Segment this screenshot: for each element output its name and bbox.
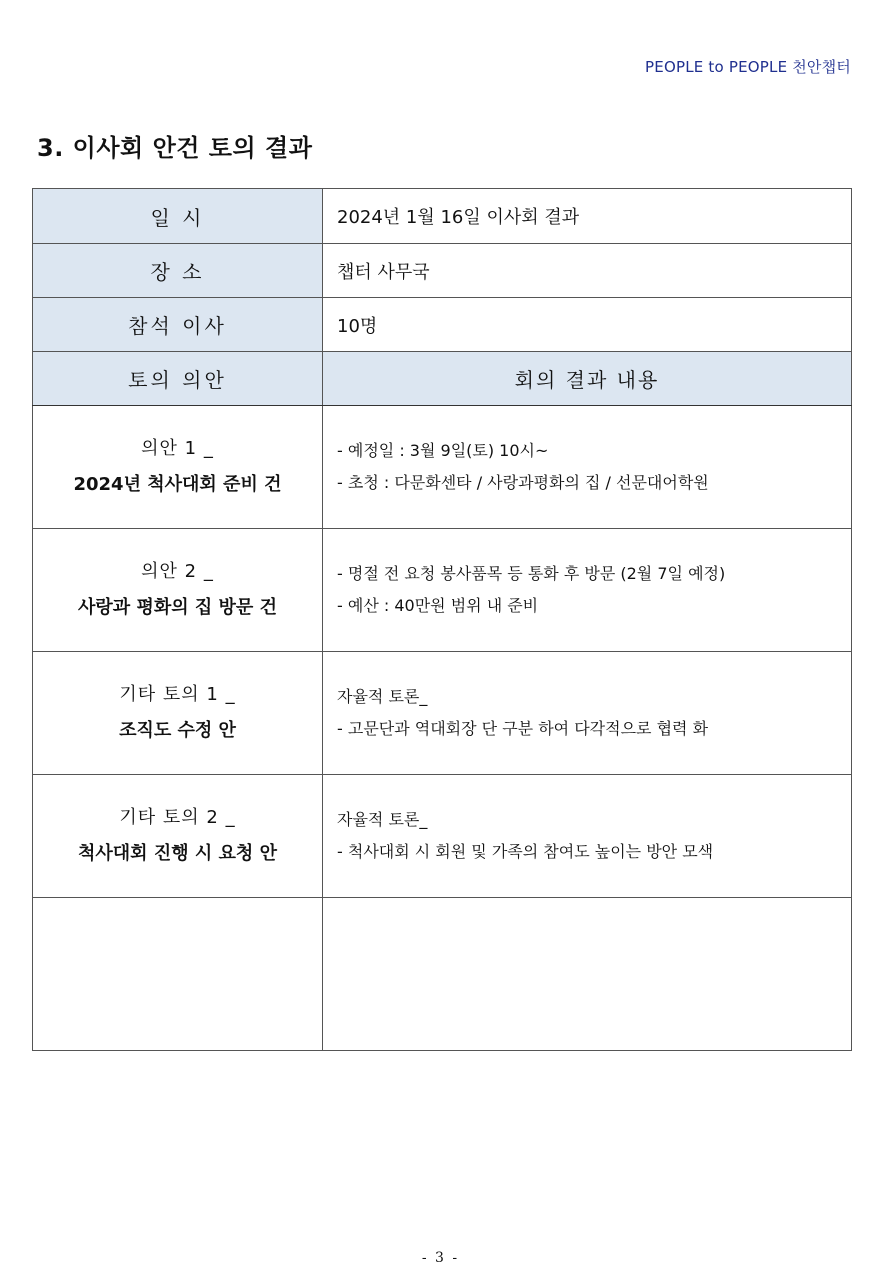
agenda-item [33,529,323,652]
empty-cell [323,898,852,1051]
agenda-row [33,652,852,775]
place-label: 장 소 [33,244,323,298]
agenda-row [33,529,852,652]
page-number: - 3 - [421,1250,460,1266]
attendees-row [33,298,852,352]
agenda-subtitle: 2024년 척사대회 준비 건 [73,474,282,495]
agenda-row [33,406,852,529]
result-bullet: - 예산 : 40만원 범위 내 준비 [337,596,539,615]
meeting-result-table [32,188,852,1051]
empty-row [33,898,852,1051]
agenda-column-header: 토의 의안 [33,352,323,406]
agenda-title: 기타 토의 1 _ [119,684,236,705]
result-bullet: - 예정일 : 3월 9일(토) 10시~ [337,441,549,460]
agenda-title: 의안 2 _ [141,561,214,582]
place-row [33,244,852,298]
agenda-result [323,529,852,652]
date-value: 2024년 1월 16일 이사회 결과 [323,189,852,244]
agenda-title: 기타 토의 2 _ [119,807,236,828]
agenda-row [33,775,852,898]
agenda-item [33,775,323,898]
place-value: 챕터 사무국 [323,244,852,298]
result-lead: 자율적 토론_ [337,810,428,829]
table-header-row [33,352,852,406]
result-bullet: - 척사대회 시 회원 및 가족의 참여도 높이는 방안 모색 [337,842,714,861]
result-lead: 자율적 토론_ [337,687,428,706]
agenda-title: 의안 1 _ [141,438,214,459]
result-column-header: 회의 결과 내용 [323,352,852,406]
agenda-subtitle: 척사대회 진행 시 요청 안 [78,843,277,864]
date-row [33,189,852,244]
result-bullet: - 명절 전 요청 봉사품목 등 통화 후 방문 (2월 7일 예정) [337,564,726,583]
agenda-result [323,652,852,775]
organization-header: PEOPLE to PEOPLE 천안챕터 [645,58,851,76]
empty-cell [33,898,323,1051]
agenda-subtitle: 사랑과 평화의 집 방문 건 [78,597,277,618]
result-bullet: - 고문단과 역대회장 단 구분 하여 다각적으로 협력 화 [337,719,709,738]
date-label: 일 시 [33,189,323,244]
section-title: 3. 이사회 안건 토의 결과 [37,134,313,162]
agenda-result [323,775,852,898]
attendees-value: 10명 [323,298,852,352]
agenda-result [323,406,852,529]
attendees-label: 참석 이사 [33,298,323,352]
agenda-subtitle: 조직도 수정 안 [119,720,236,741]
agenda-item [33,652,323,775]
agenda-item [33,406,323,529]
result-bullet: - 초청 : 다문화센타 / 사랑과평화의 집 / 선문대어학원 [337,473,709,492]
